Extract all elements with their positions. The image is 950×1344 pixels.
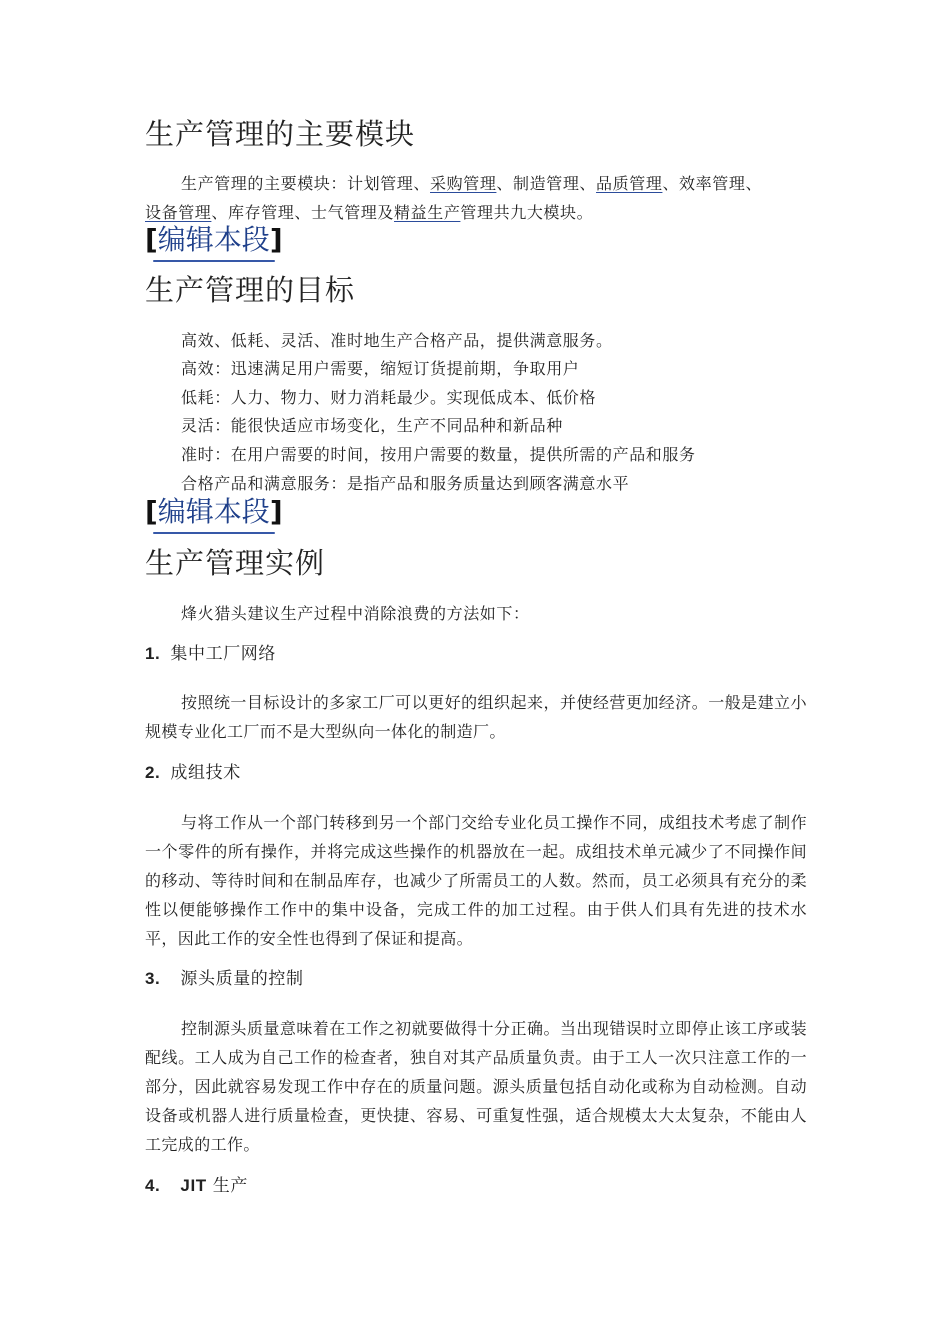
item-heading-4: [145, 1171, 248, 1196]
edit-section-link-2[interactable]: [145, 490, 283, 530]
edit-section-link-1[interactable]: [145, 218, 283, 258]
goals-line: 灵活：能很快适应市场变化，生产不同品种和新品种: [181, 416, 563, 435]
modules-text-a: 生产管理的主要模块：计划管理、: [181, 174, 431, 193]
item-number: 1.: [145, 644, 161, 663]
item-number: 4.: [145, 1176, 161, 1195]
edit-bracket-close: ]: [269, 495, 283, 528]
modules-text-e: 管理共九大模块。: [460, 203, 594, 222]
goals-line: 低耗：人力、物力、财力消耗最少。实现低成本、低价格: [181, 388, 597, 407]
edit-underline-1: [153, 260, 275, 262]
modules-text-c: 、效率管理、: [662, 174, 763, 193]
link-lean[interactable]: 精益生产: [394, 203, 461, 222]
goals-line: 准时：在用户需要的时间，按用户需要的数量，提供所需的产品和服务: [181, 445, 696, 464]
section-title-modules: 生产管理的主要模块: [145, 117, 416, 151]
modules-text-b: 、制造管理、: [496, 174, 597, 193]
item-heading-prefix: JIT: [180, 1176, 207, 1195]
section-title-examples: 生产管理实例: [145, 546, 326, 580]
item-body-3: 控制源头质量意味着在工作之初就要做得十分正确。当出现错误时立即停止该工序或装配线。工人成为自己工作的检查者，独自对其产品质量负责。由于工人一次只注意工作的一部分，因此就容易发现工作中存在的质量问题。源头质量包括自动化或称为自动检测。自动设备或机器人进行质量检查，更快捷、容易、可重复性强，适合规模太大太复杂，不能由人工完成的工作。: [145, 1019, 807, 1154]
goals-line: 高效：迅速满足用户需要，缩短订货提前期，争取用户: [181, 359, 580, 378]
link-purchasing[interactable]: 采购管理: [430, 174, 497, 193]
item-heading-3: [145, 964, 304, 989]
link-equipment[interactable]: 设备管理: [145, 203, 212, 222]
item-number: 2.: [145, 763, 161, 782]
modules-line-1: [181, 169, 762, 198]
section-title-goals: 生产管理的目标: [145, 273, 356, 307]
item-body-1: 按照统一目标设计的多家工厂可以更好的组织起来，并使经营更加经济。一般是建立小规模专业化工厂而不是大型纵向一体化的制造厂。: [145, 693, 807, 741]
edit-label: 编辑本段: [157, 495, 270, 528]
examples-intro: 烽火猎头建议生产过程中消除浪费的方法如下：: [181, 604, 530, 623]
edit-bracket-open: [: [145, 495, 158, 528]
item-heading-text: 成组技术: [170, 763, 241, 783]
item-heading-text: 集中工厂网络: [170, 644, 277, 664]
item-heading-1: [145, 639, 276, 664]
item-heading-text: 生产: [212, 1176, 248, 1196]
item-heading-text: 源头质量的控制: [180, 969, 304, 989]
goals-line: 合格产品和满意服务：是指产品和服务质量达到顾客满意水平: [181, 474, 630, 493]
link-quality[interactable]: 品质管理: [596, 174, 663, 193]
edit-bracket-open: [: [145, 223, 158, 256]
edit-bracket-close: ]: [269, 223, 283, 256]
goals-line: 高效、低耗、灵活、准时地生产合格产品，提供满意服务。: [181, 331, 613, 350]
edit-label: 编辑本段: [157, 223, 270, 256]
edit-underline-2: [153, 532, 275, 534]
modules-text-d: 、库存管理、士气管理及: [211, 203, 395, 222]
item-heading-2: [145, 758, 241, 783]
item-number: 3.: [145, 969, 161, 988]
item-body-2: 与将工作从一个部门转移到另一个部门交给专业化员工操作不同，成组技术考虑了制作一个零件的所有操作，并将完成这些操作的机器放在一起。成组技术单元减少了不同操作间的移动、等待时间和在制品库存，也减少了所需员工的人数。然而，员工必须具有充分的柔性以便能够操作工作中的集中设备，完成工件的加工过程。由于供人们具有先进的技术水平，因此工作的安全性也得到了保证和提高。: [145, 813, 807, 948]
